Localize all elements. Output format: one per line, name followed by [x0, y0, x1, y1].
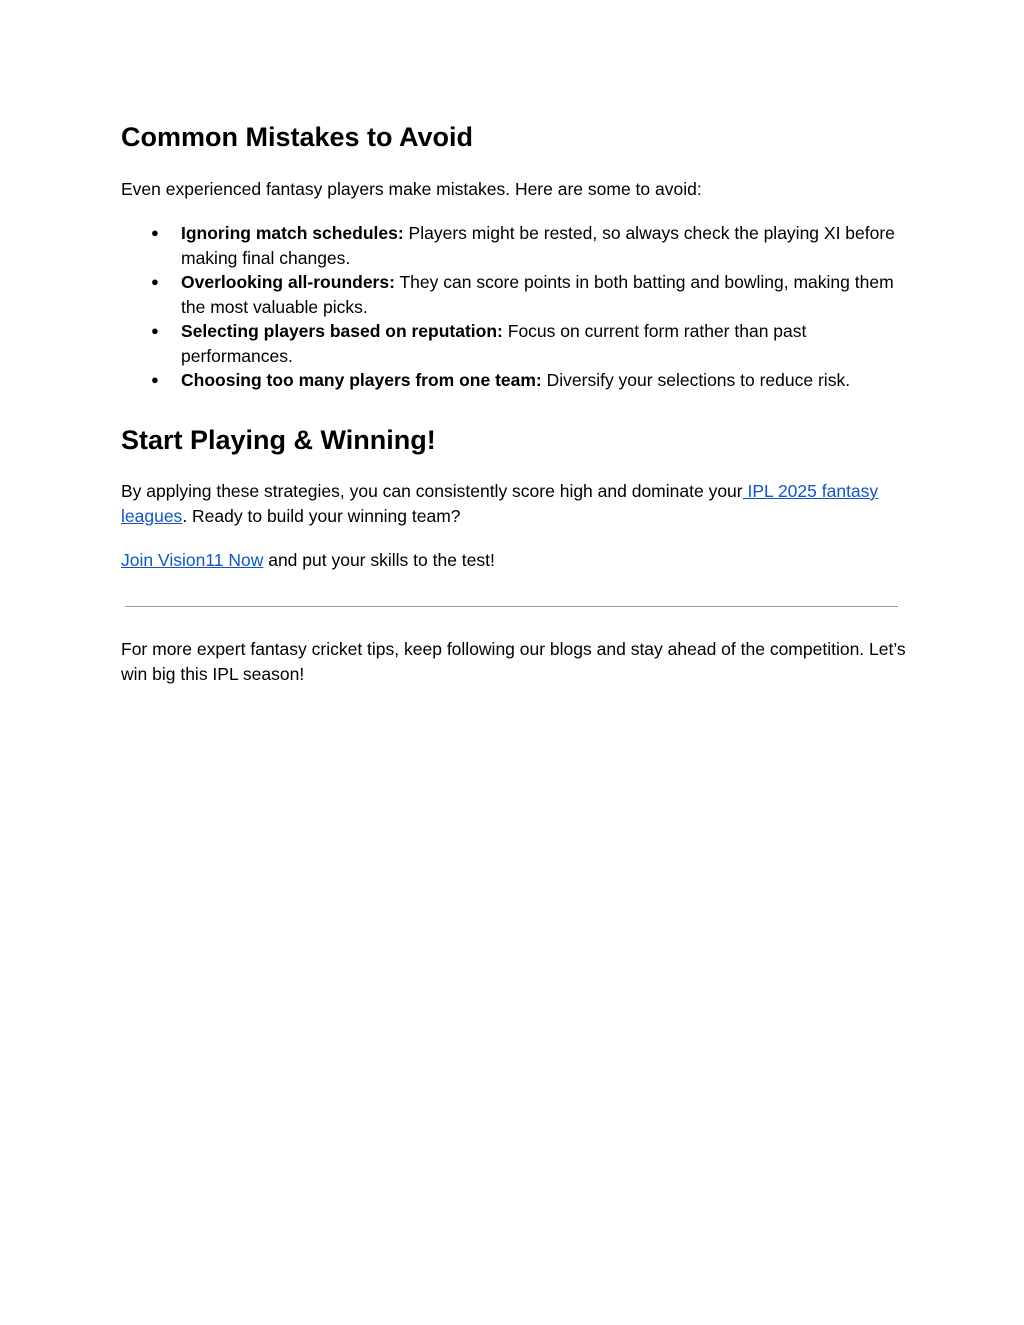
list-item-text: Diversify your selections to reduce risk. — [541, 370, 851, 390]
list-item — [121, 270, 906, 319]
list-item-bold: Ignoring match schedules: — [181, 223, 404, 243]
list-item — [121, 368, 906, 393]
bullet-icon: ● — [151, 274, 159, 289]
bullet-icon: ● — [151, 225, 159, 240]
join-vision11-link[interactable]: Join Vision11 Now — [121, 550, 264, 570]
list-item-text: They can score points in both batting and bowling, making them the most valuable picks. — [181, 272, 894, 317]
list-item — [121, 319, 906, 368]
heading-start-playing: Start Playing & Winning! — [121, 425, 436, 455]
join-text-after: and put your skills to the test! — [263, 550, 495, 570]
apply-text-after: . Ready to build your winning team? — [182, 505, 461, 526]
list-item — [121, 221, 906, 270]
heading-common-mistakes: Common Mistakes to Avoid — [121, 122, 474, 152]
mistakes-list — [121, 221, 906, 393]
apply-text-before: By applying these strategies, you can consistently score high and dominate your — [121, 481, 743, 501]
bullet-icon: ● — [151, 372, 159, 387]
ipl-fantasy-leagues-link[interactable]: IPL 2025 fantasy leagues — [121, 481, 879, 526]
list-item-text: Focus on current form rather than past performances. — [181, 321, 807, 366]
bullet-icon: ● — [151, 323, 159, 338]
join-paragraph — [121, 548, 906, 573]
apply-paragraph — [121, 479, 906, 528]
list-item-bold: Overlooking all-rounders: — [181, 272, 395, 292]
intro-paragraph: Even experienced fantasy players make mistakes. Here are some to avoid: — [121, 179, 702, 199]
horizontal-divider — [125, 606, 898, 607]
closing-paragraph: For more expert fantasy cricket tips, keep following our blogs and stay ahead of the competition. Let’s win big this IPL season! — [121, 639, 906, 684]
list-item-bold: Selecting players based on reputation: — [181, 321, 503, 341]
list-item-bold: Choosing too many players from one team: — [181, 370, 542, 390]
list-item-text: Players might be rested, so always check the playing XI before making final changes. — [181, 223, 895, 268]
